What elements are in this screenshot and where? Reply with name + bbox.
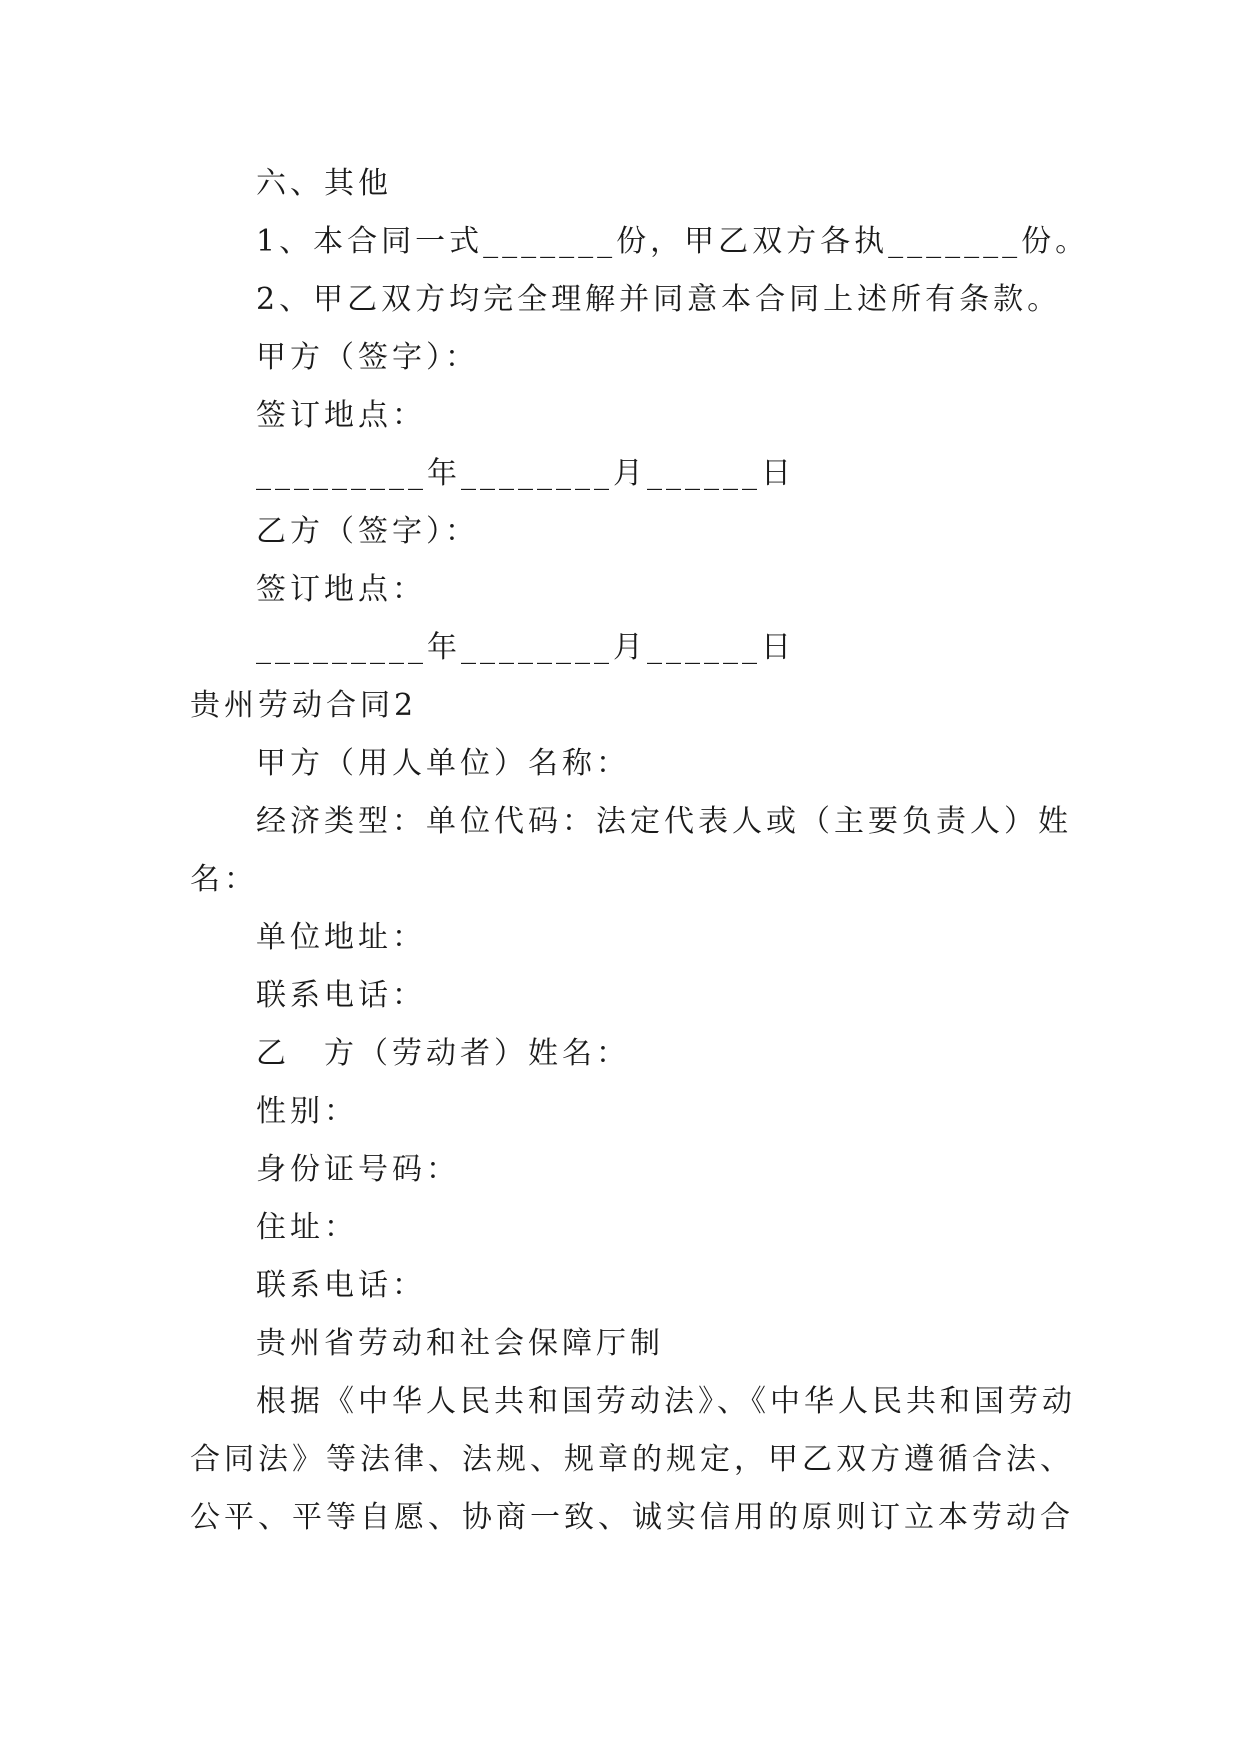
employer-type-code-rep-label: 经济类型：单位代码：法定代表人或（主要负责人）姓	[256, 804, 1072, 839]
employee-gender-label: 性别：	[256, 1094, 358, 1129]
preamble-line-2: 合同法》等法律、法规、规章的规定，甲乙双方遵循合法、	[190, 1442, 1074, 1477]
employee-id-number-label: 身份证号码：	[256, 1152, 460, 1187]
party-a-signing-place-label: 签订地点：	[256, 398, 426, 433]
document-title: 贵州劳动合同2	[190, 688, 418, 723]
employee-name-label: 乙 方（劳动者）姓名：	[256, 1036, 630, 1071]
clause-agreement: 2、甲乙双方均完全理解并同意本合同上述所有条款。	[256, 282, 1062, 317]
employer-address-label: 单位地址：	[256, 920, 426, 955]
party-a-date-line: _________年________月______日	[256, 456, 795, 491]
employee-phone-label: 联系电话：	[256, 1268, 426, 1303]
employer-phone-label: 联系电话：	[256, 978, 426, 1013]
employee-address-label: 住址：	[256, 1210, 358, 1245]
party-b-signing-place-label: 签订地点：	[256, 572, 426, 607]
preamble-line-3: 公平、平等自愿、协商一致、诚实信用的原则订立本劳动合	[190, 1500, 1074, 1535]
employer-name-label: 甲方（用人单位）名称：	[256, 746, 630, 781]
party-a-signature-label: 甲方（签字）：	[256, 340, 479, 375]
party-b-date-line: _________年________月______日	[256, 630, 795, 665]
employer-rep-name-continuation: 名：	[190, 862, 258, 897]
section-heading-other: 六、其他	[256, 166, 392, 201]
clause-copies: 1、本合同一式_______份，甲乙双方各执_______份。	[256, 224, 1090, 259]
issuer-line: 贵州省劳动和社会保障厅制	[256, 1326, 664, 1361]
party-b-signature-label: 乙方（签字）：	[256, 514, 479, 549]
preamble-line-1: 根据《中华人民共和国劳动法》、《中华人民共和国劳动	[256, 1384, 1076, 1419]
